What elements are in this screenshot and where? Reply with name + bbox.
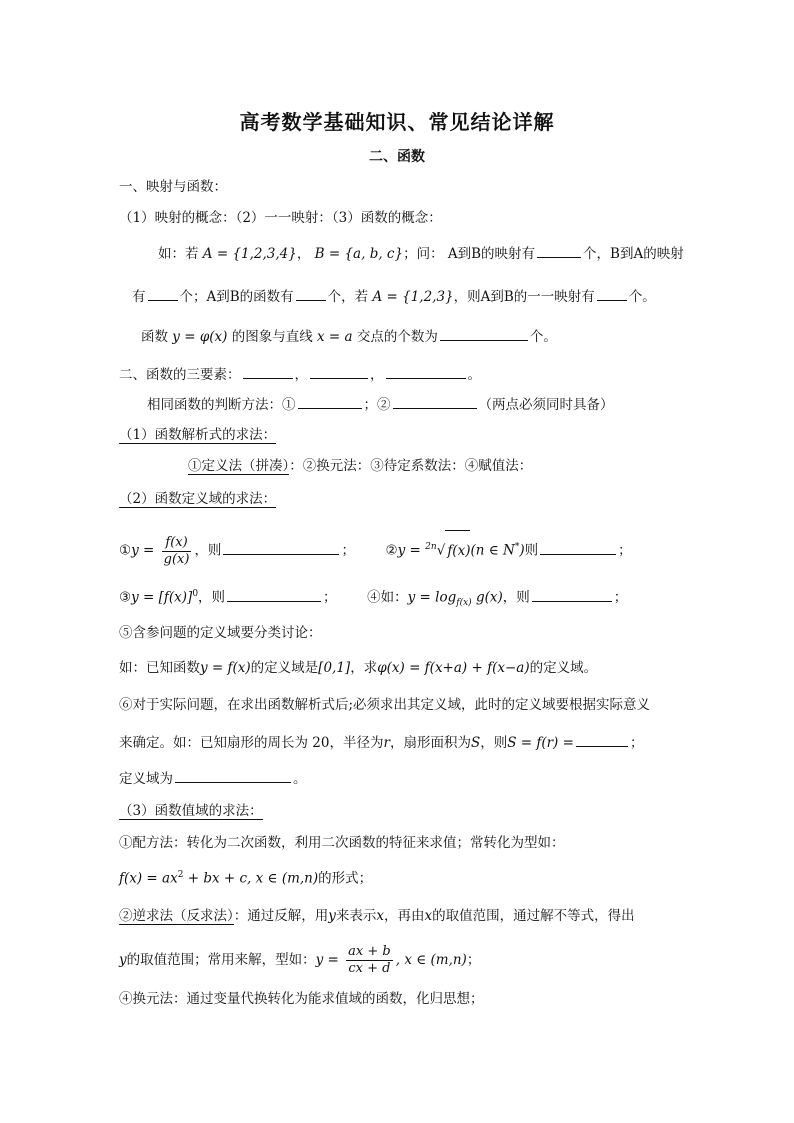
text: ，扇形面积为 [389,735,471,751]
text: 如：已知函数 [119,660,200,676]
fraction [162,535,192,568]
answer-blank [310,364,368,379]
answer-blank [540,540,616,555]
fraction [346,944,393,977]
math: ) [519,542,525,559]
text: 个。 [529,329,557,345]
answer-blank [243,364,293,379]
text: ①定义法（拼凑） [188,458,290,474]
text: 。 [293,771,307,787]
math: y = [397,542,421,559]
math-line: x = a [317,329,353,345]
domain-rule-6-example [119,732,643,752]
text: 来确定。如：已知扇形的周长为 20，半径为 [119,735,384,751]
range-method-2-form [119,940,480,980]
log-base: f(x) [456,598,472,609]
text: A到B的映射有 [447,246,536,262]
text: ，求 [350,660,378,676]
answer-blank [532,587,612,602]
text: ； [341,542,355,559]
text: ， [370,367,384,383]
text: 来表示 [335,908,377,924]
three-elements-line [119,364,481,384]
text: 个，若 [327,289,369,305]
text: 个。 [628,289,656,305]
math: x [376,908,385,924]
radical-sign: √ [436,542,446,559]
domain-rule-6-domain [119,768,307,788]
math-set-a2: A = {1,2,3} [372,289,454,305]
text: ； [629,735,644,751]
range-method-1: ①配方法：转化为二次函数，利用二次函数的特征来求值；常转化为型如： [119,835,565,851]
text: ； [618,542,632,559]
text: 的图象与直线 [231,329,313,345]
text: （2）函数定义域的求法： [119,491,277,507]
sub-heading-analytic [119,426,276,444]
domain-rule-5: ⑤含参问题的定义域要分类讨论： [119,625,322,641]
text: 个，B到A的映射 [583,246,684,262]
answer-blank [386,364,466,379]
range-method-2 [119,907,635,925]
text: ，则 [198,589,226,606]
text: ④如： [367,589,408,606]
math: g(x) [475,589,503,606]
question-line-2 [132,286,656,306]
text: ，则A到B的一一映射有 [453,289,595,305]
sub-heading-range [119,802,263,820]
radicand: f(x) [445,530,470,571]
math-set-b: B = {a, b, c} [314,246,404,262]
math: [0,1] [318,660,351,676]
math: y = [f(x)] [131,589,193,606]
page-title: 高考数学基础知识、常见结论详解 [239,110,555,134]
math-phi: y = φ(x) [172,329,228,345]
text: （3）函数值域的求法： [119,803,263,819]
answer-blank [148,286,178,301]
text: 的形式； [318,870,373,887]
analytic-methods [188,457,532,475]
section-heading-mapping: 一、映射与函数： [119,179,227,195]
text: 相同函数的判断方法：① [147,397,296,413]
answer-blank [537,243,581,258]
math: S = f(r) = [507,735,574,751]
sub-heading-domain [119,490,276,508]
same-function-line [147,394,614,414]
numerator: ax + b [348,944,391,959]
text: 的定义域是 [250,660,319,676]
math: y [119,952,127,968]
text: ② [385,542,398,559]
text: 的取值范围，通过解不等式，得出 [432,908,635,924]
text: 如：若 [158,246,199,262]
text: ，则 [194,542,222,559]
math-set-a: A = {1,2,3,4} [202,246,297,262]
text: 定义域为 [119,771,173,787]
answer-blank [576,732,628,747]
text: ；② [363,397,391,413]
answer-blank [440,326,528,341]
text: 的定义域。 [529,660,598,676]
text: ，则 [502,589,530,606]
superscript: 0 [192,589,199,599]
denominator: cx + d [348,961,391,976]
root-index: 2n [425,542,437,552]
text: ， [296,246,311,262]
text: ① [119,542,132,559]
math: S [470,735,481,751]
range-method-1-form [119,866,372,888]
text: ②逆求法（反求法） [119,908,234,924]
concept-items: （1）映射的概念：（2）一一映射：（3）函数的概念： [119,210,442,226]
text: ， [294,367,308,383]
question-line-1 [158,243,684,263]
answer-blank [296,286,326,301]
answer-blank [597,286,627,301]
text: ，再由 [384,908,425,924]
text: 个；A到B的函数有 [179,289,294,305]
denominator: g(x) [163,551,190,567]
text: 。 [467,367,481,383]
text: 函数 [141,329,168,345]
text: 交点的个数为 [356,329,438,345]
domain-example [119,659,597,677]
math: y = [131,542,155,559]
math: y = f(x) [200,660,251,676]
text: ：②换元法：③待定系数法：④赋值法： [289,458,533,474]
answer-blank [393,394,477,409]
text: （1）函数解析式的求法： [119,427,277,443]
text: ；问： [403,246,444,262]
math: (n ∈ N [470,542,515,559]
text: 有 [132,289,146,305]
math: φ(x) = f(x+a) + f(x−a) [377,660,530,676]
math: r [383,735,390,751]
answer-blank [175,768,291,783]
math: + bx + c, x ∈ (m,n) [183,870,319,887]
text: ； [466,952,481,968]
section-heading-elements: 二、函数的三要素： [119,367,241,383]
text: 的取值范围；常用来解，型如： [126,952,316,968]
text: （两点必须同时具备） [478,397,614,413]
text: ③ [119,589,132,606]
answer-blank [227,587,321,602]
text: ； [323,589,337,606]
text: ； [613,589,628,606]
text: ，则 [480,735,508,751]
question-line-3 [141,326,557,346]
range-method-4: ④换元法：通过变量代换转化为能求值域的函数，化归思想； [119,991,484,1007]
domain-rule-6: ⑥对于实际问题，在求出函数解析式后;必须求出其定义域，此时的定义域要根据实际意义 [119,697,651,713]
math: x [424,908,433,924]
math: y [328,908,336,924]
math: , x ∈ (m,n) [395,952,467,968]
answer-blank [223,540,339,555]
domain-rule-3-4 [119,585,627,612]
superscript: 2 [177,870,184,880]
superscript: * [514,542,520,552]
domain-rule-1-2 [119,527,632,571]
answer-blank [298,394,362,409]
math: y = log [407,589,457,606]
section-subtitle: 二、函数 [369,149,425,165]
text: ：通过反解，用 [233,908,329,924]
numerator: f(x) [162,535,192,552]
math: y = [315,952,339,968]
math: f(x) = ax [119,870,178,887]
text: 则 [524,542,539,559]
